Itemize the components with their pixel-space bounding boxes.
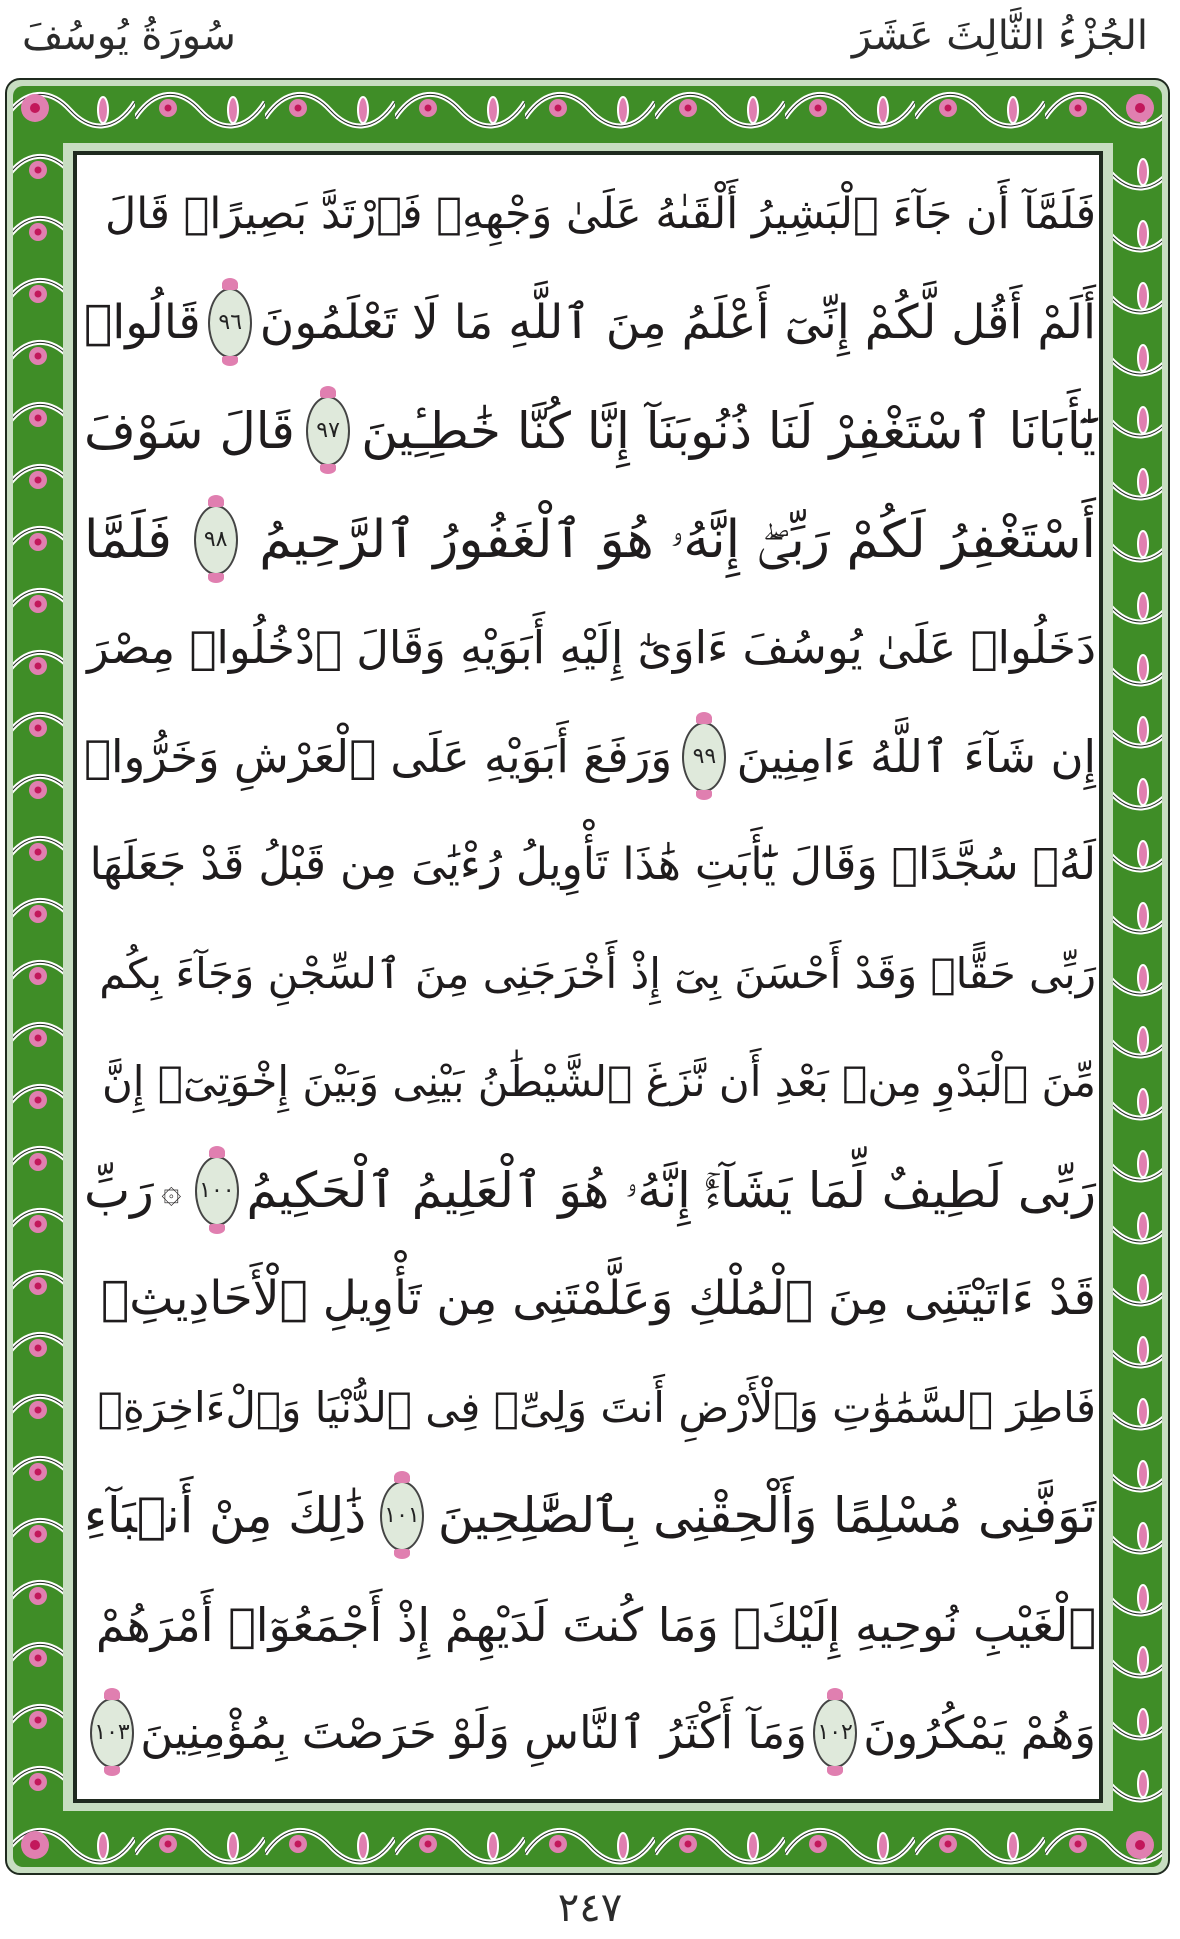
verse-text: مِّنَ ٱلْبَدْوِ مِنۢ بَعْدِ أَن نَّزَغَ ٱلشَّيْطَٰنُ بَيْنِى وَبَيْنَ إِخْوَتِىٓۚ إِنَّ xyxy=(101,1057,1096,1106)
ayah-number-marker: ٩٨ xyxy=(194,505,238,575)
verse-text: فَلَمَّا xyxy=(84,509,172,570)
verse-text: رَبِّى لَطِيفٌ لِّمَا يَشَآءُۚ إِنَّهُۥ هُوَ ٱلْعَلِيمُ ٱلْحَكِيمُ xyxy=(246,1161,1096,1219)
text-line xyxy=(84,1571,1096,1679)
verse-text: إِن شَآءَ ٱللَّهُ ءَامِنِينَ xyxy=(736,729,1096,783)
text-line xyxy=(84,160,1096,268)
verse-text: قَدْ ءَاتَيْتَنِى مِنَ ٱلْمُلْكِ وَعَلَّمْتَنِى مِن تَأْوِيلِ ٱلْأَحَادِيثِۚ xyxy=(101,1271,1096,1326)
verse-text: فَلَمَّآ أَن جَآءَ ٱلْبَشِيرُ أَلْقَىٰهُ عَلَىٰ وَجْهِهِۦ فَٱرْتَدَّ بَصِيرًاۖ قَالَ xyxy=(105,189,1096,239)
verse-text: رَبِّ xyxy=(84,1161,154,1219)
verse-text: دَخَلُوا۟ عَلَىٰ يُوسُفَ ءَاوَىٰٓ إِلَيْهِ أَبَوَيْهِ وَقَالَ ٱدْخُلُوا۟ مِصْرَ xyxy=(87,621,1096,674)
verse-text: وَرَفَعَ أَبَوَيْهِ عَلَى ٱلْعَرْشِ وَخَرُّوا۟ xyxy=(84,729,673,783)
verse-text: ذَٰلِكَ مِنْ أَنۢبَآءِ xyxy=(84,1487,367,1544)
verse-text: وَهُمْ يَمْكُرُونَ xyxy=(863,1706,1096,1759)
verse-text: ٱلْغَيْبِ نُوحِيهِ إِلَيْكَۖ وَمَا كُنتَ لَدَيْهِمْ إِذْ أَجْمَعُوٓا۟ أَمْرَهُمْ xyxy=(95,1597,1096,1652)
text-line xyxy=(84,486,1096,594)
ayah-number-marker: ٩٩ xyxy=(682,722,726,792)
text-line xyxy=(84,269,1096,377)
verse-text: أَسْتَغْفِرُ لَكُمْ رَبِّىٓۖ إِنَّهُۥ هُوَ ٱلْغَفُورُ ٱلرَّحِيمُ xyxy=(259,509,1096,570)
ayah-number-marker: ١٠٣ xyxy=(90,1698,134,1768)
verse-text: رَبِّى حَقًّاۖ وَقَدْ أَحْسَنَ بِىٓ إِذْ أَخْرَجَنِى مِنَ ٱلسِّجْنِ وَجَآءَ بِكُم xyxy=(99,948,1096,998)
text-line xyxy=(84,1679,1096,1787)
juz-title: الجُزْءُ الثَّالِثَ عَشَرَ xyxy=(851,13,1148,59)
verse-text: لَهُۥ سُجَّدًاۖ وَقَالَ يَٰٓأَبَتِ هَٰذَا تَأْوِيلُ رُءْيَٰىَ مِن قَبْلُ قَدْ جَعَلَهَا xyxy=(89,839,1096,890)
verse-text: يَٰٓأَبَانَا ٱسْتَغْفِرْ لَنَا ذُنُوبَنَآ إِنَّا كُنَّا خَٰطِـِٔينَ xyxy=(361,402,1096,460)
text-line xyxy=(84,594,1096,702)
surah-title: سُورَةُ يُوسُفَ xyxy=(22,13,236,59)
page-number: ٢٤٧ xyxy=(557,1885,623,1931)
verse-text: قَالُوا۟ xyxy=(84,294,201,350)
verse-text: فَاطِرَ ٱلسَّمَٰوَٰتِ وَٱلْأَرْضِ أَنتَ وَلِىِّۦ فِى ٱلدُّنْيَا وَٱلْءَاخِرَةِۖ xyxy=(97,1382,1096,1432)
ayah-number-marker: ١٠٢ xyxy=(813,1698,857,1768)
text-line xyxy=(84,920,1096,1028)
text-line xyxy=(84,703,1096,811)
verse-text: وَمَآ أَكْثَرُ ٱلنَّاسِ وَلَوْ حَرَصْتَ بِمُؤْمِنِينَ xyxy=(140,1706,807,1759)
text-line xyxy=(84,1245,1096,1353)
text-line xyxy=(84,1354,1096,1462)
text-line xyxy=(84,811,1096,919)
ayah-number-marker: ١٠٠ xyxy=(195,1156,239,1226)
verse-text: قَالَ سَوْفَ xyxy=(84,402,295,460)
ayah-number-marker: ٩٦ xyxy=(208,288,252,358)
quran-text-block xyxy=(84,160,1096,1796)
rub-el-hizb-icon: ۞ xyxy=(161,1170,182,1211)
text-line xyxy=(84,377,1096,485)
text-line xyxy=(84,1462,1096,1570)
ayah-number-marker: ٩٧ xyxy=(306,396,350,466)
text-line xyxy=(84,1028,1096,1136)
text-line xyxy=(84,1137,1096,1245)
verse-text: تَوَفَّنِى مُسْلِمًا وَأَلْحِقْنِى بِٱلصَّٰلِحِينَ xyxy=(437,1487,1096,1544)
verse-text: أَلَمْ أَقُل لَّكُمْ إِنِّىٓ أَعْلَمُ مِنَ ٱللَّهِ مَا لَا تَعْلَمُونَ xyxy=(259,294,1096,350)
ayah-number-marker: ١٠١ xyxy=(380,1481,424,1551)
